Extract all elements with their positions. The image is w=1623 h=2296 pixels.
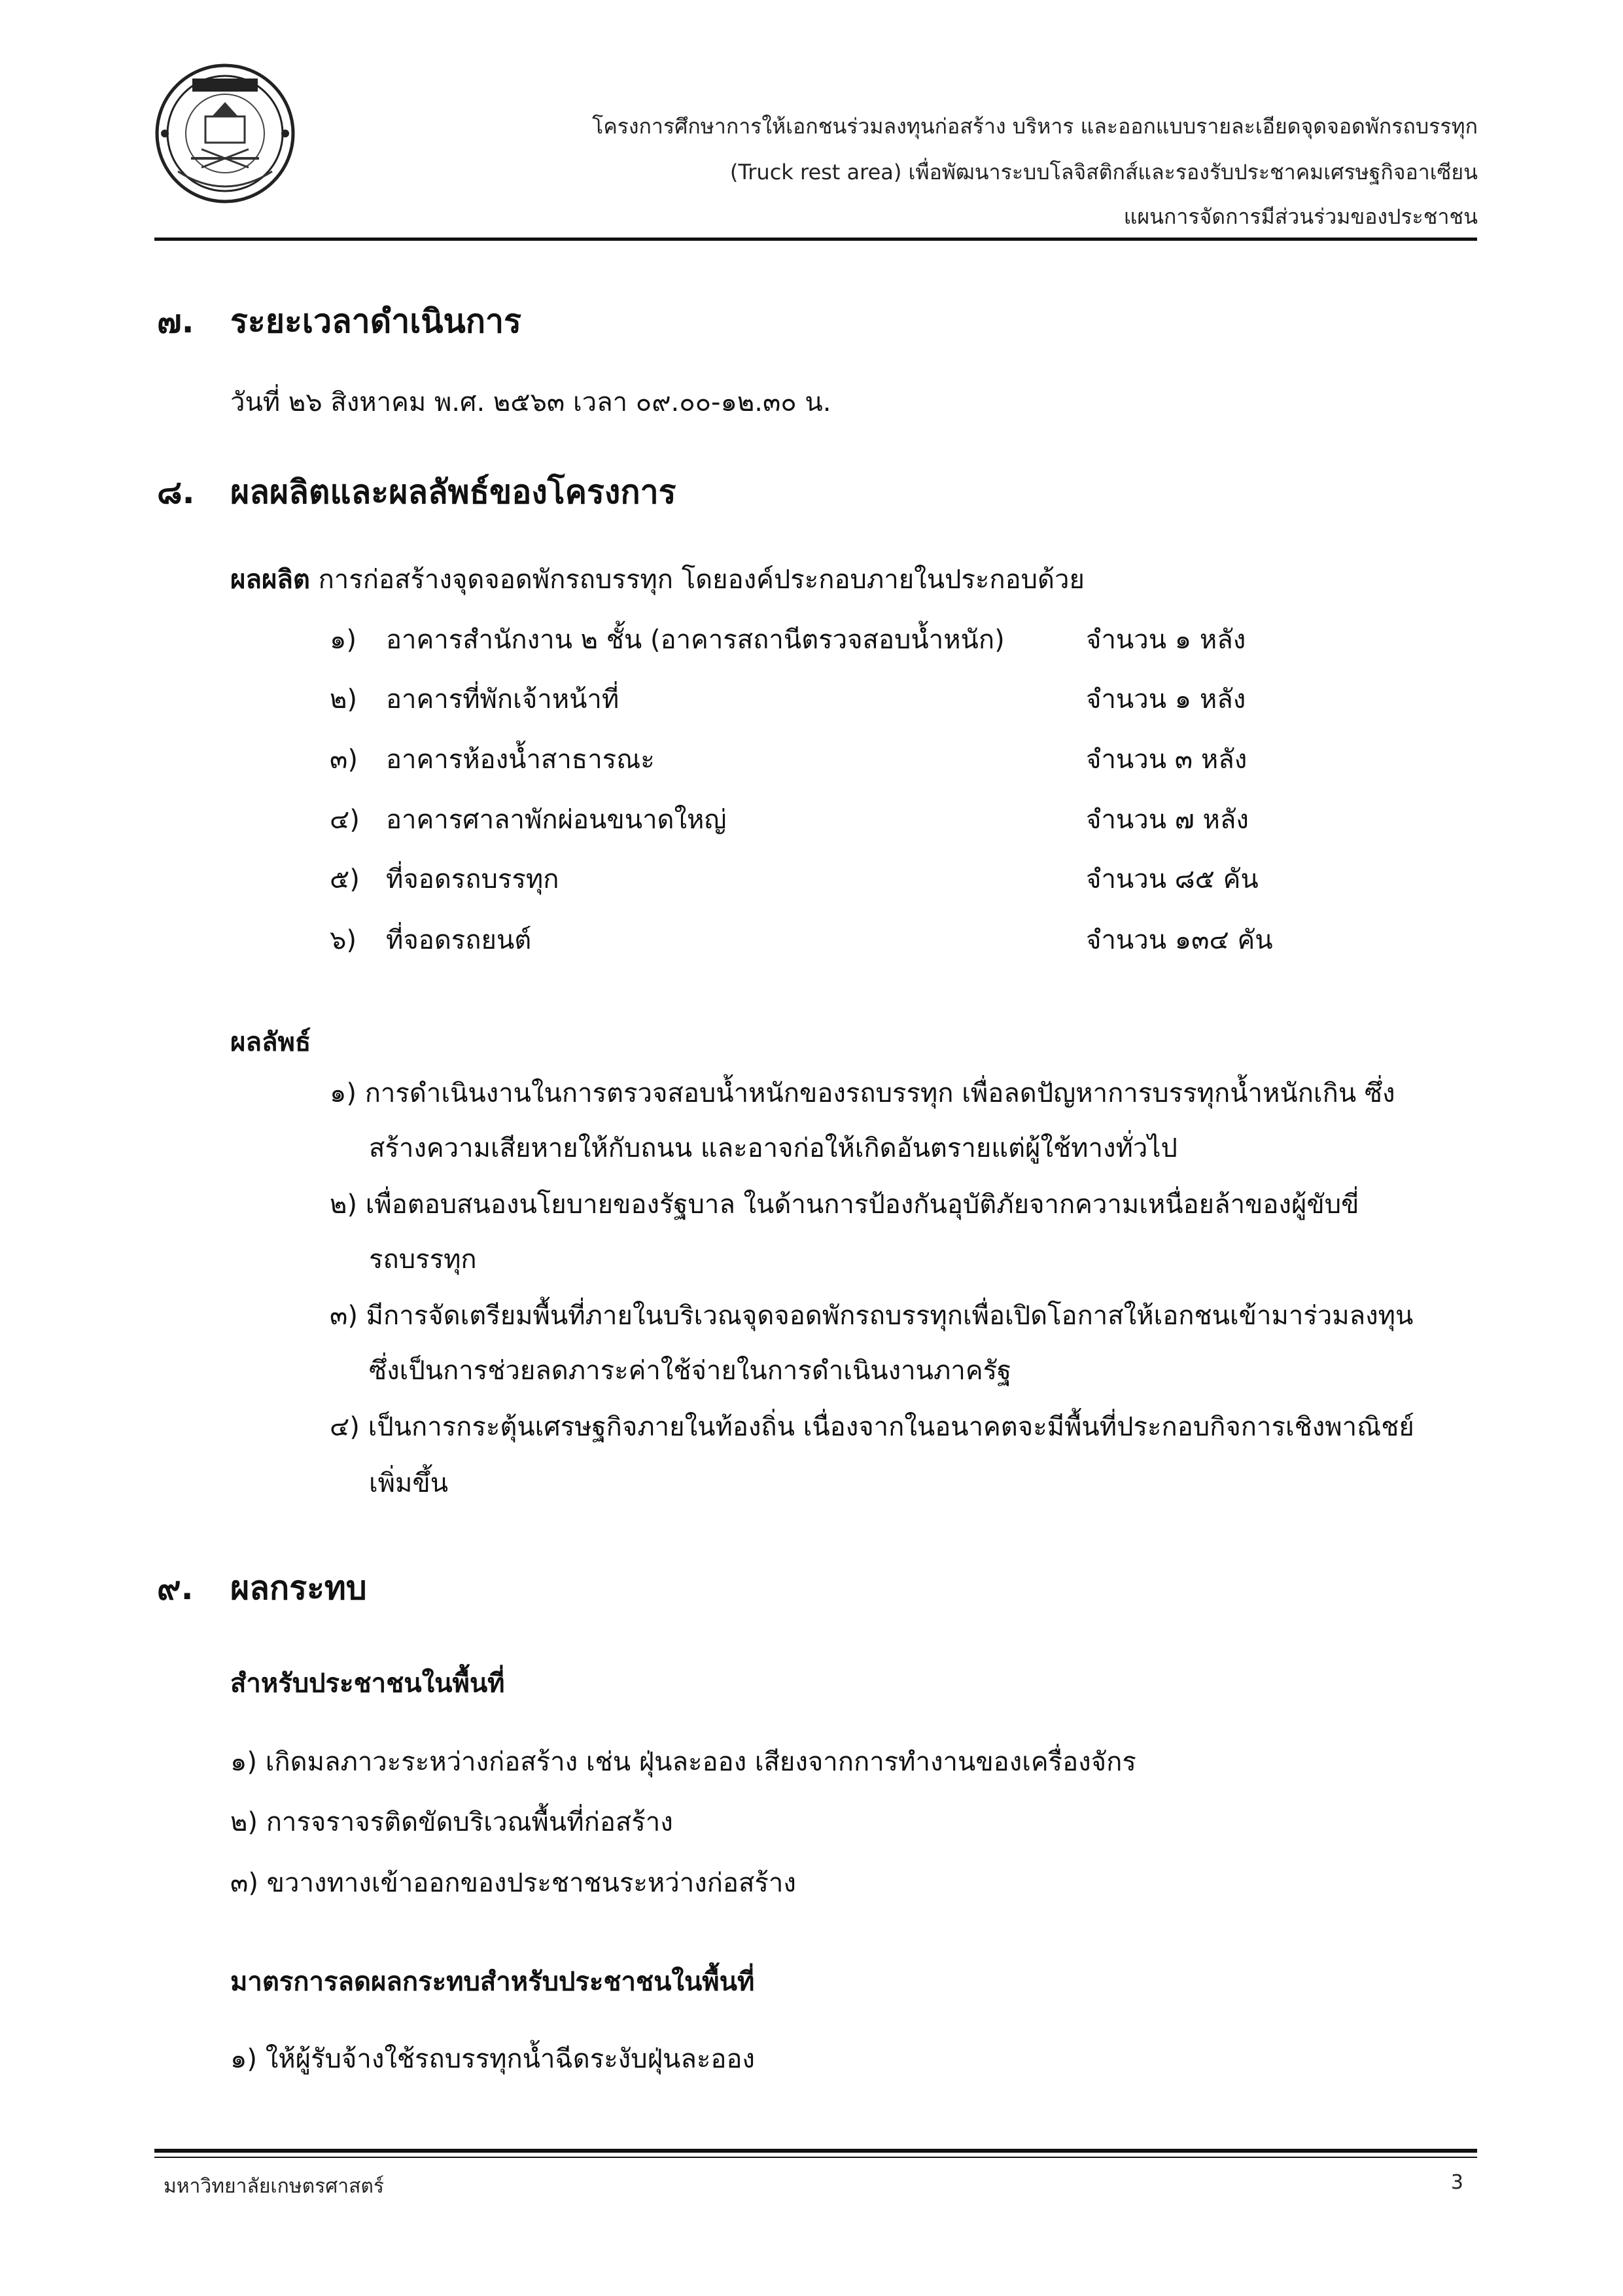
section-7-schedule-text: วันที่ ๒๖ สิงหาคม พ.ศ. ๒๕๖๓ เวลา ๐๙.๐๐-๑๒.๓๐ น. <box>230 387 831 417</box>
department-of-highways-seal <box>152 60 298 207</box>
output-item-quantity: จำนวน ๗ หลัง <box>1086 805 1249 835</box>
output-item-number: ๑) <box>330 625 357 655</box>
output-item-quantity: จำนวน ๓ หลัง <box>1086 745 1248 775</box>
output-item-quantity: จำนวน ๑๓๔ คัน <box>1086 925 1273 955</box>
outcomes-label: ผลลัพธ์ <box>230 1027 311 1057</box>
measure-item: ๑) ให้ผู้รับจ้างใช้รถบรรทุกน้ำฉีดระงับฝุ่นละออง <box>230 2044 755 2074</box>
output-item-quantity: จำนวน ๘๕ คัน <box>1086 864 1259 894</box>
output-item-name: ที่จอดรถยนต์ <box>386 925 532 955</box>
outcome-item-line1: ๒) เพื่อตอบสนองนโยบายของรัฐบาล ในด้านการป้องกันอุบัติภัยจากความเหนื่อยล้าของผู้ขับขี่ <box>330 1190 1359 1220</box>
header-project-title-line2: (Truck rest area) เพื่อพัฒนาระบบโลจิสติกส์และรองรับประชาคมเศรษฐกิจอาเซียน <box>729 160 1478 185</box>
outputs-intro-text: การก่อสร้างจุดจอดพักรถบรรทุก โดยองค์ประกอบภายในประกอบด้วย <box>309 565 1085 595</box>
outcome-item-line2: เพิ่มขึ้น <box>369 1468 449 1498</box>
header-project-title-line1: โครงการศึกษาการให้เอกชนร่วมลงทุนก่อสร้าง บริหาร และออกแบบรายละเอียดจุดจอดพักรถบรรทุก <box>592 114 1478 139</box>
outputs-label: ผลผลิต <box>230 565 310 595</box>
page-number: 3 <box>1450 2171 1463 2194</box>
output-item-name: อาคารที่พักเจ้าหน้าที่ <box>386 684 620 715</box>
output-item-name: ที่จอดรถบรรทุก <box>386 864 559 894</box>
output-item-name: อาคารศาลาพักผ่อนขนาดใหญ่ <box>386 805 727 835</box>
footer-divider-thick <box>154 2149 1477 2153</box>
section-8-title: ผลผลิตและผลลัพธ์ของโครงการ <box>230 473 676 511</box>
outcome-item-line1: ๔) เป็นการกระตุ้นเศรษฐกิจภายในท้องถิ่น เนื่องจากในอนาคตจะมีพื้นที่ประกอบกิจการเชิงพาณิชย์ <box>330 1412 1414 1442</box>
header-plan-name: แผนการจัดการมีส่วนร่วมของประชาชน <box>1123 204 1478 229</box>
output-item-number: ๕) <box>330 864 360 894</box>
section-7-title: ระยะเวลาดำเนินการ <box>230 302 521 340</box>
output-item-name: อาคารห้องน้ำสาธารณะ <box>386 745 655 775</box>
output-item-quantity: จำนวน ๑ หลัง <box>1086 684 1246 715</box>
impact-item: ๓) ขวางทางเข้าออกของประชาชนระหว่างก่อสร้าง <box>230 1868 796 1898</box>
outcome-item-line2: สร้างความเสียหายให้กับถนน และอาจก่อให้เกิดอันตรายแต่ผู้ใช้ทางทั่วไป <box>369 1133 1178 1163</box>
impact-item: ๑) เกิดมลภาวะระหว่างก่อสร้าง เช่น ฝุ่นละออง เสียงจากการทำงานของเครื่องจักร <box>230 1747 1136 1777</box>
outcome-item-line2: ซึ่งเป็นการช่วยลดภาระค่าใช้จ่ายในการดำเนินงานภาครัฐ <box>369 1356 1012 1386</box>
output-item-number: ๒) <box>330 684 357 715</box>
output-item-number: ๓) <box>330 745 358 775</box>
outcome-item-line1: ๑) การดำเนินงานในการตรวจสอบน้ำหนักของรถบรรทุก เพื่อลดปัญหาการบรรทุกน้ำหนักเกิน ซึ่ง <box>330 1078 1395 1108</box>
section-9-title: ผลกระทบ <box>230 1569 367 1607</box>
section-7-number: ๗. <box>157 302 194 340</box>
section-9-number: ๙. <box>157 1569 194 1607</box>
output-item-quantity: จำนวน ๑ หลัง <box>1086 625 1246 655</box>
outcome-item-line1: ๓) มีการจัดเตรียมพื้นที่ภายในบริเวณจุดจอดพักรถบรรทุกเพื่อเปิดโอกาสให้เอกชนเข้ามาร่วมลงทุน <box>330 1301 1414 1331</box>
output-item-name: อาคารสำนักงาน ๒ ชั้น (อาคารสถานีตรวจสอบน้ำหนัก) <box>386 625 1005 655</box>
output-item-number: ๖) <box>330 925 357 955</box>
header-divider <box>154 238 1477 241</box>
section-8-number: ๘. <box>157 473 195 511</box>
footer-divider-thin <box>154 2157 1477 2158</box>
output-item-number: ๔) <box>330 805 360 835</box>
measures-subheading: มาตรการลดผลกระทบสำหรับประชาชนในพื้นที่ <box>230 1967 755 1997</box>
outputs-intro <box>230 558 1085 600</box>
footer-university: มหาวิทยาลัยเกษตรศาสตร์ <box>164 2175 384 2198</box>
impacts-subheading: สำหรับประชาชนในพื้นที่ <box>230 1669 505 1699</box>
impact-item: ๒) การจราจรติดขัดบริเวณพื้นที่ก่อสร้าง <box>230 1807 673 1837</box>
outcome-item-line2: รถบรรทุก <box>369 1245 477 1275</box>
